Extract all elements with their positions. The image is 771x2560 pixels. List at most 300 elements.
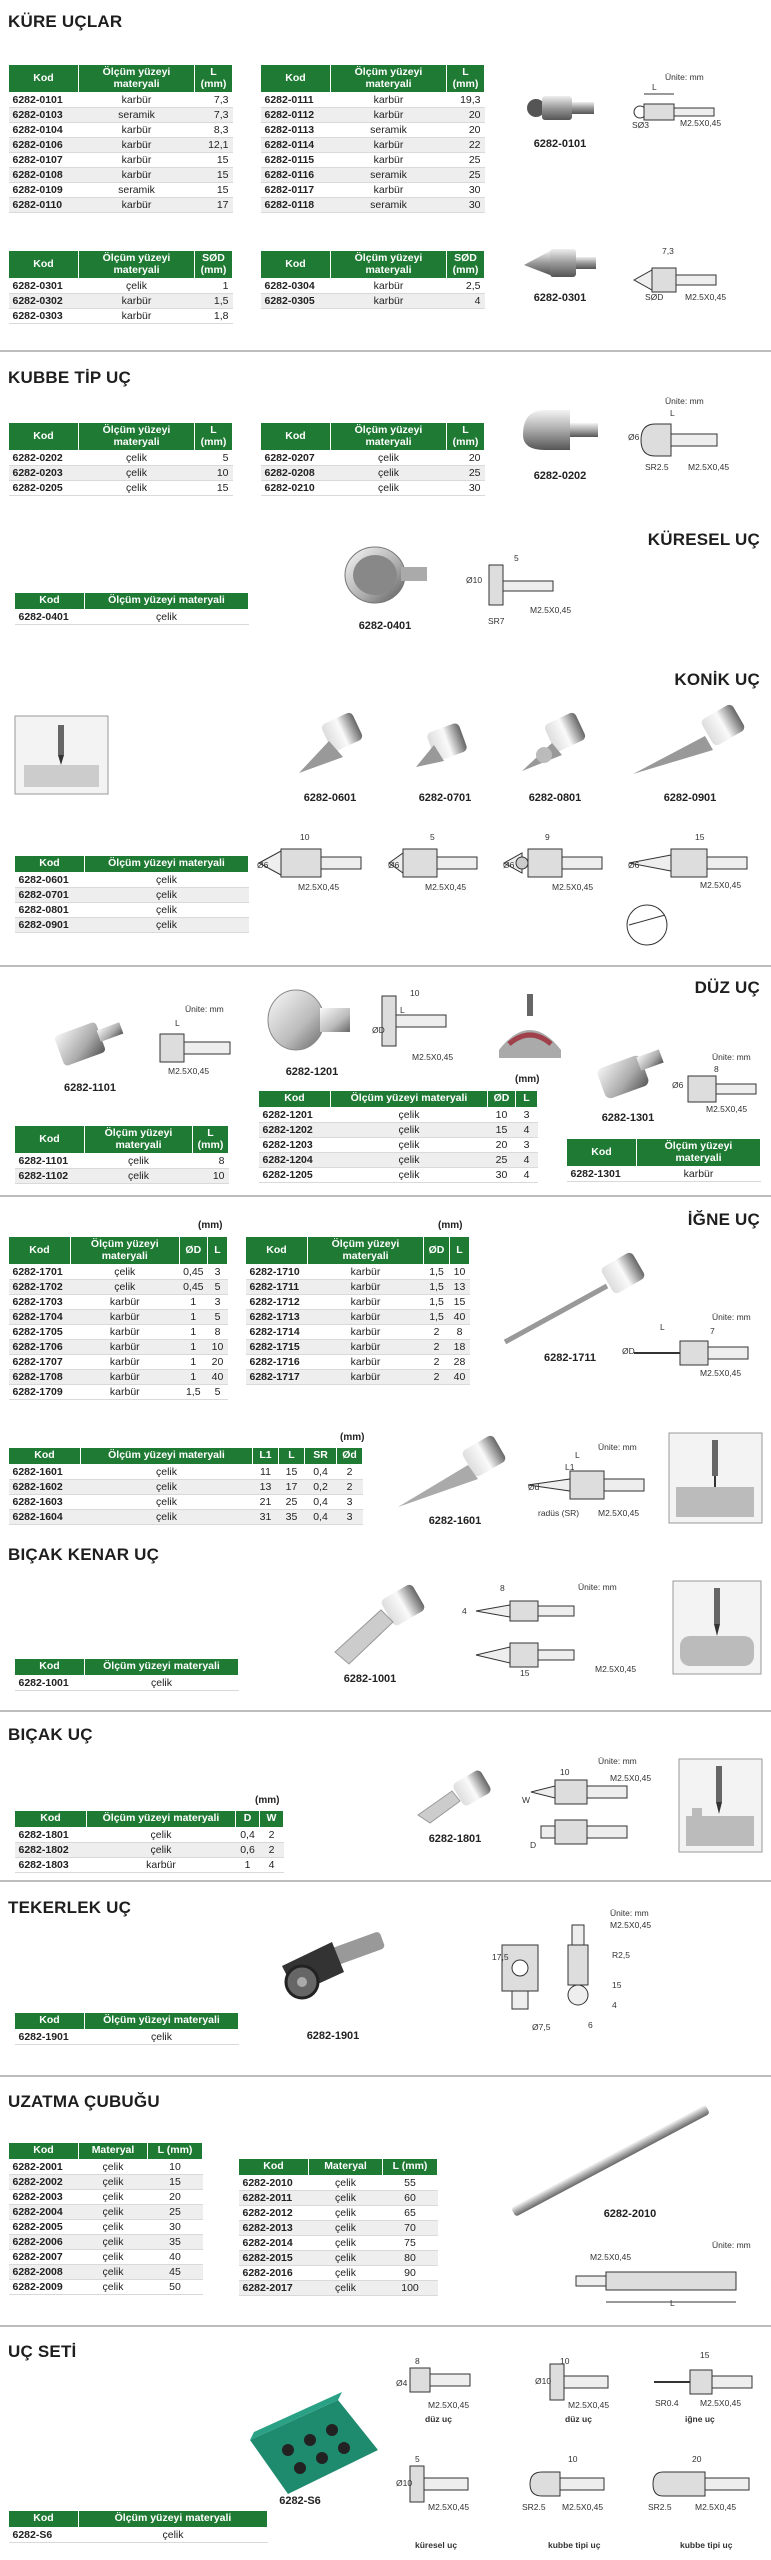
col-header: Kod <box>15 1811 87 1828</box>
col-header: Ød <box>337 1448 363 1465</box>
product-code: 6282-2016 <box>239 2265 309 2280</box>
table-row <box>9 1479 363 1494</box>
table-row <box>261 279 485 294</box>
dim-label: 15 <box>700 2350 710 2360</box>
dim-label: L <box>670 2298 675 2308</box>
section-title-igne-uc: İĞNE UÇ <box>687 1210 760 1229</box>
table-row <box>9 1265 228 1280</box>
dim-label: M2.5X0,45 <box>428 2502 470 2512</box>
table-row <box>9 451 233 466</box>
table-cell: 2 <box>424 1325 450 1340</box>
table-row <box>15 1675 239 1690</box>
table-row <box>9 309 233 324</box>
section-title-tekerlek-uc: TEKERLEK UÇ <box>8 1898 132 1917</box>
table-cell: 45 <box>148 2264 203 2279</box>
col-header: Materyal <box>79 2143 148 2160</box>
divider <box>0 1195 771 1197</box>
table-cell: 4 <box>516 1122 538 1137</box>
dim-label: L <box>652 82 657 92</box>
col-header: L <box>516 1091 538 1108</box>
table-cell: çelik <box>331 481 447 496</box>
table-cell: 15 <box>488 1122 516 1137</box>
section-title-uzatma-cubugu: UZATMA ÇUBUĞU <box>8 2092 160 2111</box>
table-cell: karbür <box>331 138 447 153</box>
divider <box>0 2075 771 2077</box>
table-cell: 25 <box>447 466 485 481</box>
dim-label: 8 <box>714 1064 719 1074</box>
table-cell: karbür <box>308 1340 424 1355</box>
table-row <box>9 2159 203 2174</box>
table-cell: 40 <box>450 1310 470 1325</box>
table-row <box>15 2029 239 2044</box>
product-code: 6282-0301 <box>9 279 79 294</box>
table-cell: 3 <box>208 1295 228 1310</box>
dim-label: 15 <box>695 832 705 842</box>
table-cell: 90 <box>383 2265 438 2280</box>
caption-6282-S6: 6282-S6 <box>279 2495 321 2507</box>
table-cell: 65 <box>383 2205 438 2220</box>
col-header: W <box>260 1811 284 1828</box>
col-header: Ölçüm yüzeyi materyali <box>79 2511 268 2528</box>
section-title-konik-uc: KONİK UÇ <box>674 670 760 689</box>
table-cell: 18 <box>450 1340 470 1355</box>
cone-tip-image-4 <box>625 700 755 785</box>
product-code: 6282-1102 <box>15 1169 85 1184</box>
product-code: 6282-1708 <box>9 1370 71 1385</box>
table-cell: karbür <box>331 294 447 309</box>
table-row <box>9 1385 228 1400</box>
table-cell: çelik <box>309 2220 383 2235</box>
set-drawing-1 <box>400 2360 480 2400</box>
dim-label: L <box>400 1005 405 1015</box>
table-row <box>259 1107 538 1122</box>
dim-label: Ø6 <box>672 1080 684 1090</box>
divider <box>0 2325 771 2327</box>
table-row <box>246 1265 470 1280</box>
table-row <box>15 902 249 917</box>
table-cell: 40 <box>450 1370 470 1385</box>
table-cell: çelik <box>85 1169 193 1184</box>
needle-tip-image-1601 <box>390 1435 510 1515</box>
drawing-1001 <box>470 1585 600 1680</box>
table-cell: 17 <box>195 198 233 213</box>
product-code: 6282-1803 <box>15 1857 87 1872</box>
caption-6282-1301: 6282-1301 <box>601 1112 655 1124</box>
product-code: 6282-0110 <box>9 198 79 213</box>
dome-tip-image <box>515 395 605 460</box>
product-code: 6282-1603 <box>9 1494 81 1509</box>
table-cell: çelik <box>331 451 447 466</box>
dim-label: M2.5X0,45 <box>168 1066 210 1076</box>
table-cell: çelik <box>79 2527 268 2542</box>
table-cell: 20 <box>488 1137 516 1152</box>
dim-label: L <box>175 1018 180 1028</box>
product-code: 6282-0302 <box>9 294 79 309</box>
dim-label: 4 <box>612 2000 617 2010</box>
table-cell: karbür <box>308 1280 424 1295</box>
product-code: 6282-0203 <box>9 466 79 481</box>
dim-label: 4 <box>462 1606 467 1616</box>
table-igne-1 <box>8 1236 228 1400</box>
product-code: 6282-1702 <box>9 1280 71 1295</box>
table-cell: karbür <box>71 1295 180 1310</box>
product-code: 6282-1712 <box>246 1295 308 1310</box>
caption-6282-1801: 6282-1801 <box>428 1833 482 1845</box>
table-cell: çelik <box>309 2190 383 2205</box>
table-row <box>15 887 249 902</box>
table-cell: seramik <box>331 168 447 183</box>
table-row <box>15 872 249 887</box>
table-cell: çelik <box>309 2250 383 2265</box>
col-header: Ölçüm yüzeyi materyali <box>331 423 447 451</box>
table-row <box>9 1509 363 1524</box>
table-cell: karbür <box>79 123 195 138</box>
table-row <box>239 2175 438 2190</box>
col-header: L (mm) <box>193 1126 229 1154</box>
dim-label: 5 <box>514 553 519 563</box>
table-cell: çelik <box>331 1122 488 1137</box>
extension-rod-image <box>505 2100 715 2220</box>
dim-label: 10 <box>568 2454 578 2464</box>
table-cell: 5 <box>208 1385 228 1400</box>
product-code: 6282-2015 <box>239 2250 309 2265</box>
table-row <box>239 2265 438 2280</box>
table-cell: çelik <box>85 1154 193 1169</box>
table-row <box>9 168 233 183</box>
caption-6282-1201: 6282-1201 <box>285 1066 339 1078</box>
knife-tip-image <box>412 1765 502 1830</box>
product-code: 6282-1705 <box>9 1325 71 1340</box>
part-label: küresel uç <box>415 2540 458 2550</box>
product-code: 6282-0208 <box>261 466 331 481</box>
dim-label: 17,5 <box>492 1952 509 1962</box>
table-cell: 1 <box>179 1355 207 1370</box>
table-cell: 2 <box>424 1340 450 1355</box>
application-diagram-igne <box>668 1432 763 1524</box>
table-row <box>261 108 485 123</box>
table-cell: 0,45 <box>179 1265 207 1280</box>
table-kure-2 <box>260 64 485 213</box>
dim-label: Ø6 <box>628 860 640 870</box>
table-cell: karbür <box>79 294 195 309</box>
flat-tip-image-1301 <box>590 1035 670 1110</box>
table-cell: 1,8 <box>195 309 233 324</box>
table-cell: karbür <box>87 1857 236 1872</box>
table-cell: çelik <box>79 2279 148 2294</box>
table-cell: çelik <box>79 2219 148 2234</box>
col-header: Ölçüm yüzeyi materyali <box>85 1659 239 1676</box>
part-label: düz uç <box>425 2414 452 2424</box>
product-code: 6282-1717 <box>246 1370 308 1385</box>
table-cell: çelik <box>331 466 447 481</box>
table-row <box>15 1169 229 1184</box>
divider <box>0 1710 771 1712</box>
product-code: 6282-1204 <box>259 1152 331 1167</box>
table-cell: karbür <box>79 168 195 183</box>
product-code: 6282-0113 <box>261 123 331 138</box>
caption-6282-1001: 6282-1001 <box>343 1673 397 1685</box>
col-header: Ölçüm yüzeyi materyali <box>85 593 249 610</box>
col-header: Ölçüm yüzeyi materyali <box>71 1237 180 1265</box>
col-header: Kod <box>15 856 85 873</box>
table-konik <box>14 855 249 933</box>
caption-6282-1101: 6282-1101 <box>64 1082 116 1094</box>
table-row <box>9 183 233 198</box>
product-code: 6282-0116 <box>261 168 331 183</box>
section-title-kure-uclar: KÜRE UÇLAR <box>8 12 123 31</box>
table-cell: 19,3 <box>447 93 485 108</box>
product-code: 6282-2010 <box>239 2175 309 2190</box>
table-cell: seramik <box>331 123 447 138</box>
table-cell: çelik <box>331 1107 488 1122</box>
table-cell: 1 <box>179 1370 207 1385</box>
table-cell: 4 <box>516 1167 538 1182</box>
product-code: 6282-0901 <box>15 917 85 932</box>
table-row <box>9 2249 203 2264</box>
table-cell: karbür <box>71 1355 180 1370</box>
caption-6282-2010: 6282-2010 <box>603 2208 657 2220</box>
table-row <box>15 609 249 624</box>
table-cell: 3 <box>337 1509 363 1524</box>
table-kure-3 <box>8 250 233 324</box>
flat-tip-image-1201 <box>262 980 362 1060</box>
table-cell: çelik <box>71 1280 180 1295</box>
col-header: Ölçüm yüzeyi materyali <box>637 1139 761 1167</box>
table-cell: 1 <box>179 1340 207 1355</box>
table-row <box>9 294 233 309</box>
col-header: Kod <box>9 65 79 93</box>
table-uzatma-1 <box>8 2142 203 2295</box>
table-row <box>261 466 485 481</box>
table-row <box>9 1464 363 1479</box>
unit-note: Ünite: mm <box>712 1312 751 1322</box>
col-header: Ölçüm yüzeyi materyali <box>331 251 447 279</box>
dim-label: SR7 <box>488 616 505 626</box>
table-cell: 3 <box>337 1494 363 1509</box>
part-label: kubbe tipi uç <box>680 2540 733 2550</box>
table-cell: çelik <box>79 2174 148 2189</box>
caption-6282-0901: 6282-0901 <box>663 792 717 804</box>
dim-label: W <box>522 1795 531 1805</box>
col-header: Kod <box>261 251 331 279</box>
col-header: L (mm) <box>195 423 233 451</box>
unit-mm: (mm) <box>515 1074 540 1085</box>
product-code: 6282-0101 <box>9 93 79 108</box>
table-cell: 1 <box>236 1857 260 1872</box>
table-cell: 25 <box>447 153 485 168</box>
table-igne-3 <box>8 1447 363 1525</box>
table-cell: karbür <box>308 1325 424 1340</box>
dim-label: 9 <box>545 832 550 842</box>
table-cell: 30 <box>488 1167 516 1182</box>
caption-6282-0601: 6282-0601 <box>303 792 357 804</box>
product-code: 6282-0303 <box>9 309 79 324</box>
table-cell: çelik <box>81 1509 253 1524</box>
table-cell: çelik <box>79 451 195 466</box>
application-diagram-konik <box>14 715 109 795</box>
table-row <box>9 2204 203 2219</box>
table-cell: çelik <box>71 1265 180 1280</box>
col-header: Kod <box>567 1139 637 1167</box>
table-cell: 4 <box>516 1152 538 1167</box>
dim-label: Ø6 <box>503 860 515 870</box>
part-label: düz uç <box>565 2414 592 2424</box>
table-kubbe-2 <box>260 422 485 496</box>
table-row <box>246 1355 470 1370</box>
product-code: 6282-2013 <box>239 2220 309 2235</box>
table-cell: 7,3 <box>195 93 233 108</box>
table-cell: 12,1 <box>195 138 233 153</box>
table-row <box>9 2219 203 2234</box>
table-cell: 30 <box>447 183 485 198</box>
product-code: 6282-2011 <box>239 2190 309 2205</box>
col-header: Ölçüm yüzeyi materyali <box>331 65 447 93</box>
dim-label: M2.5X0,45 <box>425 882 467 892</box>
table-cell: karbür <box>331 183 447 198</box>
dim-label: R2,5 <box>612 1950 630 1960</box>
table-row <box>15 1827 284 1842</box>
flat-tip-image-1101 <box>50 1010 130 1075</box>
product-code: 6282-2017 <box>239 2280 309 2295</box>
dim-label: Ø10 <box>396 2478 413 2488</box>
unit-note: Ünite: mm <box>185 1004 224 1014</box>
col-header: Ölçüm yüzeyi materyali <box>79 65 195 93</box>
table-cell: 20 <box>447 123 485 138</box>
table-cell: karbür <box>79 138 195 153</box>
caption-6282-0701: 6282-0701 <box>418 792 472 804</box>
col-header: L <box>208 1237 228 1265</box>
table-cell: 2 <box>260 1842 284 1857</box>
dim-label: 10 <box>560 2356 570 2366</box>
table-cell: 2 <box>337 1464 363 1479</box>
table-row <box>246 1280 470 1295</box>
caption-6282-0401: 6282-0401 <box>358 620 412 632</box>
table-cell: 1,5 <box>424 1295 450 1310</box>
section-title-bicak-uc: BIÇAK UÇ <box>8 1725 93 1744</box>
col-header: ØD <box>488 1091 516 1108</box>
table-cell: 1,5 <box>195 294 233 309</box>
table-kuresel <box>14 592 249 625</box>
ball-tip-image <box>520 80 600 130</box>
col-header: SØD (mm) <box>195 251 233 279</box>
table-row <box>9 2264 203 2279</box>
table-cell: 35 <box>148 2234 203 2249</box>
col-header: Kod <box>9 1237 71 1265</box>
dim-label: SR2.5 <box>522 2502 546 2512</box>
product-code: 6282-0210 <box>261 481 331 496</box>
product-code: 6282-1714 <box>246 1325 308 1340</box>
table-kure-4 <box>260 250 485 309</box>
table-cell: 50 <box>148 2279 203 2294</box>
table-cell: çelik <box>79 2159 148 2174</box>
table-cell: 15 <box>148 2174 203 2189</box>
table-row <box>261 138 485 153</box>
col-header: Materyal <box>309 2159 383 2176</box>
table-row <box>261 451 485 466</box>
product-code: 6282-S6 <box>9 2527 79 2542</box>
table-bicak-kenar <box>14 1658 239 1691</box>
table-row <box>15 1842 284 1857</box>
table-cell: 20 <box>447 108 485 123</box>
table-row <box>261 123 485 138</box>
table-row <box>9 2174 203 2189</box>
dim-label: M2.5X0,45 <box>562 2502 604 2512</box>
table-row <box>239 2220 438 2235</box>
dim-label: 7,3 <box>662 246 674 256</box>
table-cell: karbür <box>331 108 447 123</box>
table-cell: 1 <box>179 1310 207 1325</box>
dim-label: M2.5X0,45 <box>428 2400 470 2410</box>
table-cell: 75 <box>383 2235 438 2250</box>
table-cell: 3 <box>516 1137 538 1152</box>
section-title-duz-uc: DÜZ UÇ <box>694 978 760 997</box>
table-row <box>9 1355 228 1370</box>
table-cell: 15 <box>279 1464 305 1479</box>
application-diagram-bicak-kenar <box>672 1580 762 1675</box>
table-cell: 15 <box>450 1295 470 1310</box>
product-code: 6282-1602 <box>9 1479 81 1494</box>
table-cell: 0,45 <box>179 1280 207 1295</box>
table-row <box>9 153 233 168</box>
unit-note: Ünite: mm <box>610 1908 649 1918</box>
col-header: L1 <box>253 1448 279 1465</box>
dim-label: Ø7,5 <box>532 2022 551 2032</box>
dim-label: M2.5X0,45 <box>688 462 730 472</box>
table-row <box>9 1494 363 1509</box>
table-cell: 30 <box>148 2219 203 2234</box>
table-cell: çelik <box>85 2029 239 2044</box>
dim-label: M2.5X0,45 <box>598 1508 640 1518</box>
dim-label: M2.5X0,45 <box>695 2502 737 2512</box>
table-row <box>9 1340 228 1355</box>
col-header: Ölçüm yüzeyi materyali <box>85 2013 239 2030</box>
dim-label: Ød <box>528 1482 540 1492</box>
dim-label: radüs (SR) <box>538 1508 580 1518</box>
table-cell: 4 <box>260 1857 284 1872</box>
table-cell: çelik <box>81 1464 253 1479</box>
dim-label: 8 <box>500 1583 505 1593</box>
table-cell: 2 <box>424 1370 450 1385</box>
col-header: Ölçüm yüzeyi materyali <box>79 251 195 279</box>
table-cell: karbür <box>79 309 195 324</box>
table-cell: 3 <box>208 1265 228 1280</box>
table-row <box>239 2205 438 2220</box>
table-cell: karbür <box>71 1325 180 1340</box>
divider <box>0 350 771 352</box>
table-cell: 1 <box>179 1325 207 1340</box>
table-cell: çelik <box>331 1152 488 1167</box>
product-code: 6282-1001 <box>15 1675 85 1690</box>
dim-label: Ø6 <box>388 860 400 870</box>
table-cell: 0,4 <box>236 1827 260 1842</box>
table-cell: çelik <box>85 1675 239 1690</box>
caption-6282-1601: 6282-1601 <box>428 1515 482 1527</box>
drawing-0202 <box>635 410 755 465</box>
table-cell: çelik <box>87 1842 236 1857</box>
table-row <box>9 198 233 213</box>
cone-ball-image <box>520 235 600 285</box>
dim-label: SR2.5 <box>645 462 669 472</box>
unit-note: Ünite: mm <box>665 72 704 82</box>
table-row <box>259 1167 538 1182</box>
table-cell: çelik <box>81 1494 253 1509</box>
table-cell: 4 <box>447 294 485 309</box>
dim-label: M2.5X0,45 <box>700 880 742 890</box>
product-code: 6282-1202 <box>259 1122 331 1137</box>
table-cell: 30 <box>447 481 485 496</box>
table-duz-1 <box>14 1125 229 1184</box>
table-cell: 21 <box>253 1494 279 1509</box>
